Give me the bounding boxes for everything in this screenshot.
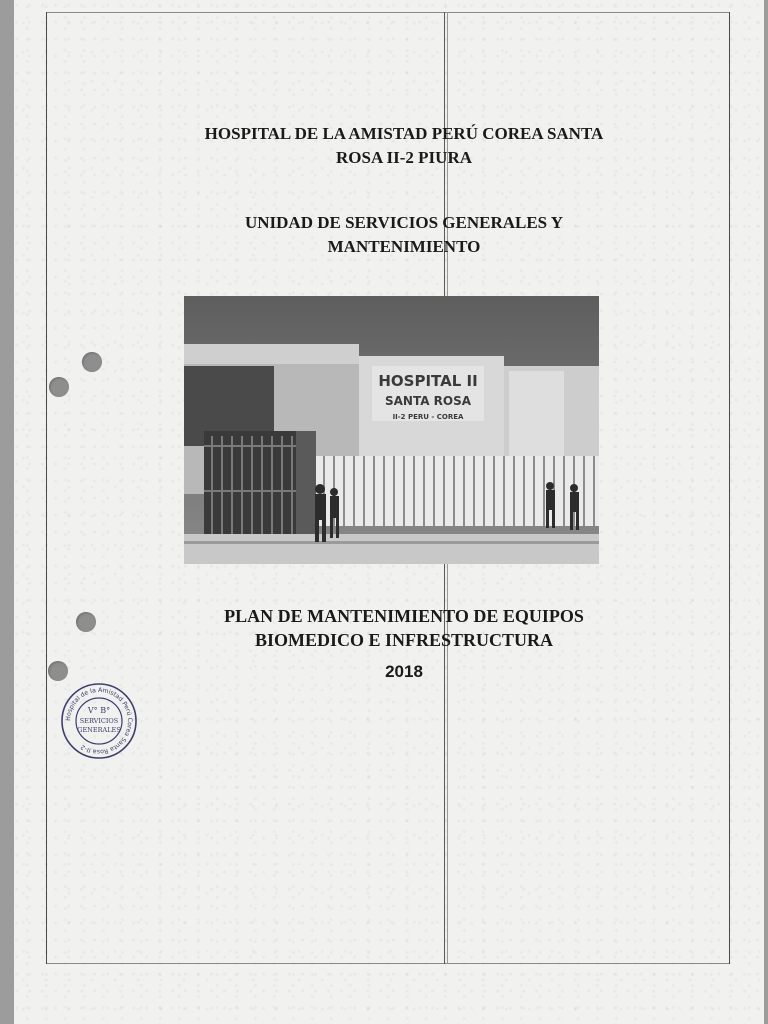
- scan-border-top: [46, 12, 730, 13]
- unit-title-line1: UNIDAD DE SERVICIOS GENERALES Y: [244, 213, 564, 232]
- stamp-center-line2: SERVICIOS: [79, 717, 119, 725]
- scan-border-bottom: [46, 963, 730, 964]
- plan-title-line2: BIOMEDICO E INFRESTRUCTURA: [254, 630, 554, 650]
- hospital-photo: [184, 296, 599, 564]
- scan-border-right: [729, 12, 730, 964]
- hospital-title: [114, 122, 694, 170]
- hospital-title-line2: ROSA II-2 PIURA: [335, 148, 473, 167]
- punch-hole: [82, 352, 102, 372]
- punch-hole: [49, 377, 69, 397]
- plan-title: [114, 604, 694, 652]
- unit-title: [114, 211, 694, 259]
- hospital-title-line1: HOSPITAL DE LA AMISTAD PERÚ COREA SANTA: [204, 124, 604, 143]
- sign-line3: II-2 PERU - COREA: [392, 413, 464, 421]
- scanned-page: [14, 0, 764, 1024]
- sign-line2: SANTA ROSA: [384, 394, 472, 408]
- scan-border-left: [46, 12, 47, 964]
- stamp-center-line1: V° B°: [87, 706, 111, 715]
- stamp-ring-text: Hospital de la Amistad Perú Corea Santa Rosa II-2: [64, 686, 134, 756]
- unit-title-line2: MANTENIMIENTO: [327, 237, 481, 256]
- approval-stamp: [60, 682, 138, 760]
- stamp-center-line3: GENERALES: [77, 726, 121, 734]
- punch-hole: [76, 612, 96, 632]
- sign-line1: HOSPITAL II: [378, 372, 478, 390]
- punch-hole: [48, 661, 68, 681]
- plan-title-line1: PLAN DE MANTENIMIENTO DE EQUIPOS: [224, 606, 584, 626]
- plan-year: 2018: [385, 662, 423, 681]
